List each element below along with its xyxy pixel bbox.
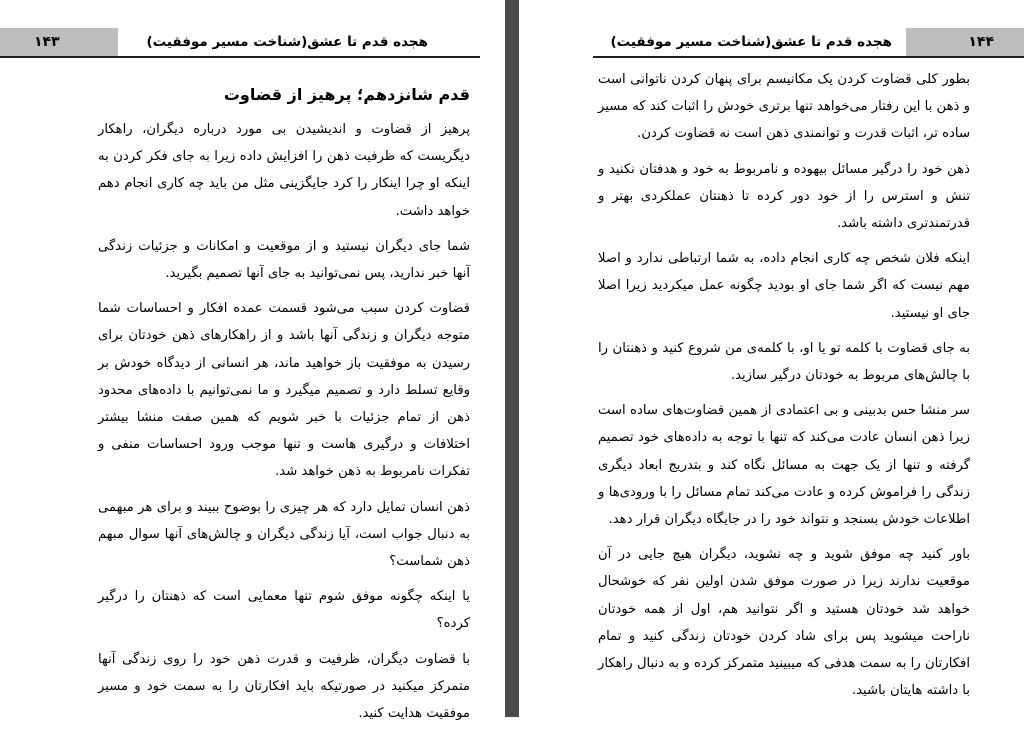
right-page xyxy=(519,0,1024,717)
left-header-title: هجده قدم تا عشق(شناخت مسیر موفقیت) xyxy=(146,34,428,50)
paragraph: به جای قضاوت با کلمه تو یا او، با کلمه‌ی من شروع کنید و ذهنتان را با چالش‌های مربوط به خودتان درگیر سازید. xyxy=(598,340,970,384)
paragraph: باور کنید چه موفق شوید و چه نشوید، دیگران هیچ جایی در آن موقعیت ندارند زیرا در صورت موفق شدن اولین نفر که خوشحال خواهد شد خودتان هستید و اگر نتوانید هم، اول از همه خودتان ناراحت میشوید پس برای شاد کردن خودتان زندگی کنید و تمام افکارتان را به سمت هدفی که میبینید متمرکز کرده و به دنبال راهکار با داشته هایتان باشید. xyxy=(598,547,970,699)
right-page-number-box xyxy=(906,28,1024,56)
paragraph: قضاوت کردن سبب می‌شود قسمت عمده افکار و احساسات شما متوجه دیگران و زندگی آنها باشد و از راهکارهای ذهن خودتان برای رسیدن به موفقیت باز خواهید ماند، هر انسانی از دیدگاه خودش بر وقایع تسلط دارد و تصمیم میگیرد و ما نمی‌توانیم با داده‌های محدود ذهن از تمام جزئیات با خبر شویم که همین صفت منشا بیشتر اختلافات و درگیری هاست و تنها موجب ورود احساسات منفی و تفکرات نامربوط به ذهن خواهد شد. xyxy=(98,301,470,480)
paragraph: پرهیز از قضاوت و اندیشیدن بی مورد درباره دیگران، راهکار دیگریست که ظرفیت ذهن را افزایش داده زیرا به جای فکر کردن به اینکه او چرا اینکار را کرد جایگزینی مثل من باید چه کاری انجام دهم خواهد داشت. xyxy=(98,122,470,219)
paragraph: ذهن خود را درگیر مسائل بیهوده و نامربوط به خود و هدفتان نکنید و تنش و استرس را از خود دور کرده تا ذهنتان عملکردی بهتر و قدرتمندتری داشته باشد. xyxy=(598,161,970,232)
left-page-number-box xyxy=(0,28,118,56)
right-header-rule xyxy=(593,56,1024,58)
paragraph: ذهن انسان تمایل دارد که هر چیزی را بوضوح ببیند و برای هر مبهمی به دنبال جواب است، آیا زندگی دیگران و چالش‌های آنها سوال مبهم ذهن شماست؟ xyxy=(98,499,470,570)
paragraph: شما جای دیگران نیستید و از موقعیت و امکانات و جزئیات زندگی آنها خبر ندارید، پس نمی‌توانید به جای آنها تصمیم بگیرید. xyxy=(98,238,470,282)
paragraph: اینکه فلان شخص چه کاری انجام داده، به شما ارتباطی ندارد و اصلا مهم نیست که اگر شما جای او بودید چگونه عمل میکردید زیرا اصلا جای او نیستید. xyxy=(598,251,970,321)
right-page-content xyxy=(598,66,970,712)
left-header-rule xyxy=(0,56,480,58)
paragraph: سر منشا حس بدبینی و بی اعتمادی از همین قضاوت‌های ساده است زیرا ذهن انسان عادت می‌کند که تنها با توجه به داده‌های خود تصمیم گرفته و تنها از یک جهت به مسائل نگاه کند و بتدریج ابعاد دیگری زندگی را فراموش کرده و عادت می‌کند تمام مسائل را با ورودی‌ها و اطلاعات خودش بسنجد و نتواند خود را در جایگاه دیگران قرار دهد. xyxy=(598,403,970,528)
left-page-content xyxy=(98,78,470,735)
left-page-header xyxy=(0,28,480,56)
section-heading: قدم شانزدهم؛ پرهیز از قضاوت xyxy=(223,85,470,104)
left-page xyxy=(0,0,505,722)
right-page-header xyxy=(593,28,1024,56)
paragraph: بطور کلی قضاوت کردن یک مکانیسم برای پنهان کردن ناتوانی است و ذهن با این رفتار می‌خواهد تنها برتری خودش را اثبات کند که مسیر ساده تر، اثبات قدرت و توانمندی ذهن است نه قضاوت کردن. xyxy=(598,72,970,142)
paragraph: یا اینکه چگونه موفق شوم تنها معمایی است که ذهنتان را درگیر کرده؟ xyxy=(98,589,470,632)
left-page-number: ۱۴۳ xyxy=(34,34,60,50)
paragraph: با قضاوت دیگران، ظرفیت و قدرت ذهن خود را روی زندگی آنها متمرکز میکنید در صورتیکه باید افکارتان را به سمت خود و مسیر موفقیت هدایت کنید. xyxy=(98,651,470,722)
right-page-number: ۱۴۴ xyxy=(968,34,994,50)
book-gutter xyxy=(505,0,519,717)
right-header-title: هجده قدم تا عشق(شناخت مسیر موفقیت) xyxy=(610,34,892,50)
